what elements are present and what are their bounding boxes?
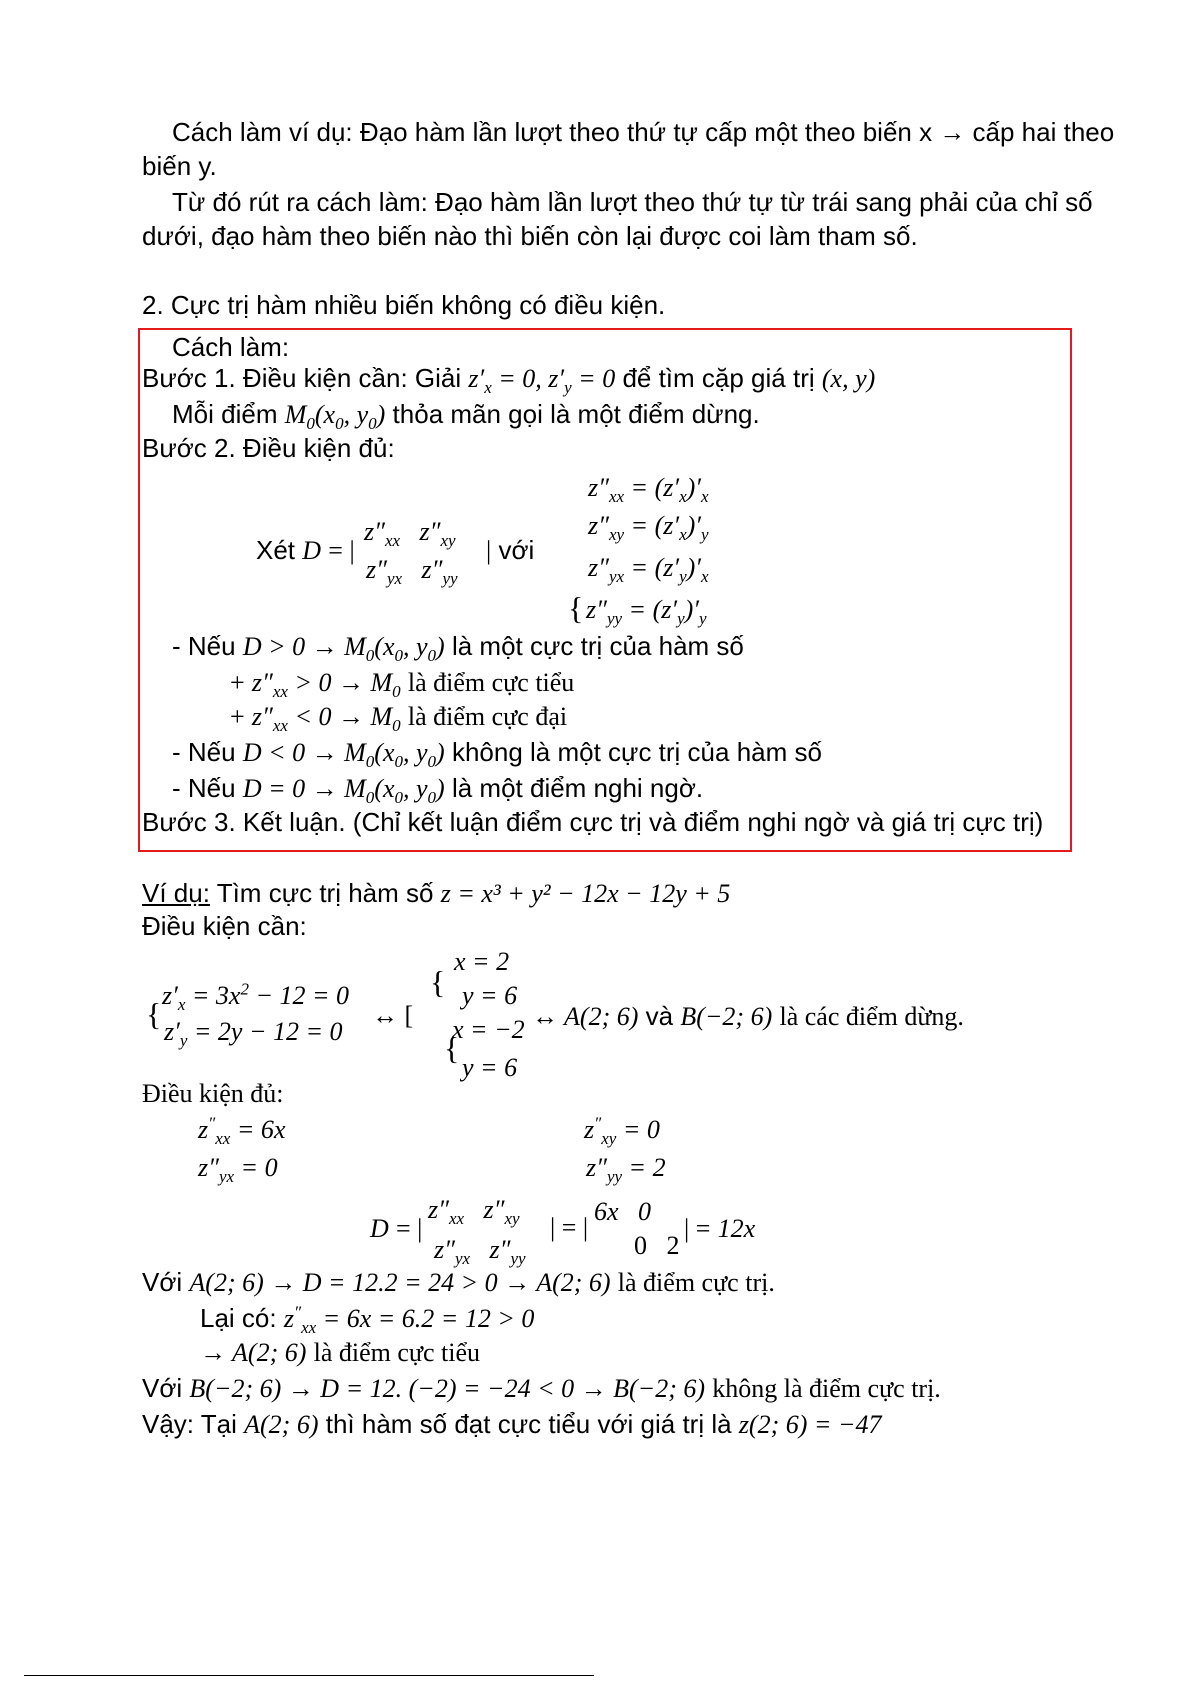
def-zxx: $z''_{xx} = (z'_x)'_x$ [588, 473, 709, 507]
example-prompt: Ví dụ: Tìm cực trị hàm số z = x³ + y² − 12x − 12y + 5 [142, 878, 731, 908]
system-brace: { [146, 996, 162, 1032]
sol1-brace: { [430, 964, 446, 1000]
eval-a: Với A(2; 6) → D = 12.2 = 24 > 0 → A(2; 6) là điểm cực trị. [142, 1267, 775, 1297]
val-zyy: $z''_{yy} = 2$ [586, 1153, 666, 1187]
d-matrix-row-1: $z''_{xx}$ $z''_{xy}$ [428, 1195, 520, 1229]
step1-line: Bước 1. Điều kiện cần: Giải $z'_x = 0$, $z'_y = 0$ để tìm cặp giá trị (x, y) [142, 363, 876, 398]
intro-line-3: Từ đó rút ra cách làm: Đạo hàm lần lượt theo thứ tự từ trái sang phải của chỉ số [172, 187, 1093, 217]
intro-line-4: dưới, đạo hàm theo biến nào thì biến còn lại được coi làm tham số. [142, 221, 918, 251]
step3-line: Bước 3. Kết luận. (Chỉ kết luận điểm cực trị và điểm nghi ngờ và giá trị cực trị) [142, 807, 1044, 837]
def-zyx: $z''_{yx} = (z'_y)'_x$ [588, 553, 709, 587]
case-positive-max: + $z''_{xx} < 0 \to M_0$ là điểm cực đại [230, 702, 568, 736]
sufficient-heading: Điều kiện đủ: [142, 1079, 284, 1108]
val-zxx: $z''_{xx} = 6x$ [198, 1113, 286, 1149]
eq-zx: $z'_x = 3x^2 - 12 = 0$ [162, 979, 350, 1015]
xet-label: Xét D = | [256, 535, 355, 565]
d-num-row-2: 0 2 [634, 1231, 680, 1260]
def-zyy: $z''_{yy} = (z'_y)'_y$ [586, 595, 707, 629]
intro-line-2: biến y. [142, 151, 217, 181]
case-positive: - Nếu $D > 0 \to M_0(x_0$, $y_0$) là một cực trị của hàm số [172, 631, 744, 666]
step2-line: Bước 2. Điều kiện đủ: [142, 433, 395, 463]
sol1-y: y = 6 [462, 981, 518, 1010]
stationary-points: ↔ A(2; 6) và B(−2; 6) là các điểm dừng. [532, 1001, 964, 1031]
d-label: D = | [370, 1214, 423, 1243]
step1-point-line: Mỗi điểm $M_0(x_0$, $y_0$) thỏa mãn gọi là một điểm dừng. [172, 399, 760, 434]
sol2-brace: { [444, 1030, 460, 1066]
method-label: Cách làm: [172, 332, 290, 362]
sol1-x: x = 2 [454, 947, 510, 976]
val-zyx: $z''_{yx} = 0$ [198, 1153, 278, 1187]
case-zero: - Nếu $D = 0 \to M_0(x_0$, $y_0$) là một điểm nghi ngờ. [172, 773, 704, 808]
matrix-row-2: $z''_{yx}$ $z''_{yy}$ [366, 555, 458, 589]
eval-b: Với B(−2; 6) → D = 12. (−2) = −24 < 0 → B(−2; 6) không là điểm cực trị. [142, 1373, 941, 1403]
matrix-row-1: $z''_{xx}$ $z''_{xy}$ [364, 517, 456, 551]
eval-a-min: → A(2; 6) là điểm cực tiểu [200, 1338, 481, 1367]
sol2-x: x = −2 [452, 1015, 525, 1044]
voi-label: | với [486, 535, 535, 565]
eq-zy: $z'_y = 2y - 12 = 0$ [164, 1017, 343, 1051]
intro-line-1: Cách làm ví dụ: Đạo hàm lần lượt theo thứ tự cấp một theo biến x → cấp hai theo [172, 117, 1115, 147]
def-zxy: $z''_{xy} = (z'_x)'_y$ [588, 511, 709, 545]
d-matrix-row-2: $z''_{yx}$ $z''_{yy}$ [434, 1235, 526, 1269]
case-negative: - Nếu $D < 0 \to M_0(x_0$, $y_0$) không là một cực trị của hàm số [172, 737, 822, 772]
d-num-row-1: 6x 0 [594, 1197, 652, 1226]
d-equals: | = | [550, 1213, 589, 1242]
conclusion: Vậy: Tại A(2; 6) thì hàm số đạt cực tiểu với giá trị là z(2; 6) = −47 [142, 1409, 882, 1439]
footnote-separator [24, 1675, 594, 1676]
section-heading: 2. Cực trị hàm nhiều biến không có điều kiện. [142, 290, 666, 320]
necessary-heading: Điều kiện cần: [142, 911, 307, 941]
d-result: | = 12x [684, 1214, 756, 1243]
val-zxy: $z''_{xy} = 0$ [584, 1113, 660, 1149]
case-positive-min: + $z''_{xx} > 0 \to M_0$ là điểm cực tiểu [230, 668, 575, 702]
sol2-y: y = 6 [462, 1053, 518, 1082]
equiv-bracket: ↔ [ [372, 1001, 414, 1030]
eval-a-zxx: Lại có: $z''_{xx} = 6x = 6.2 = 12 > 0$ [200, 1302, 535, 1338]
def-brace: { [568, 590, 584, 626]
